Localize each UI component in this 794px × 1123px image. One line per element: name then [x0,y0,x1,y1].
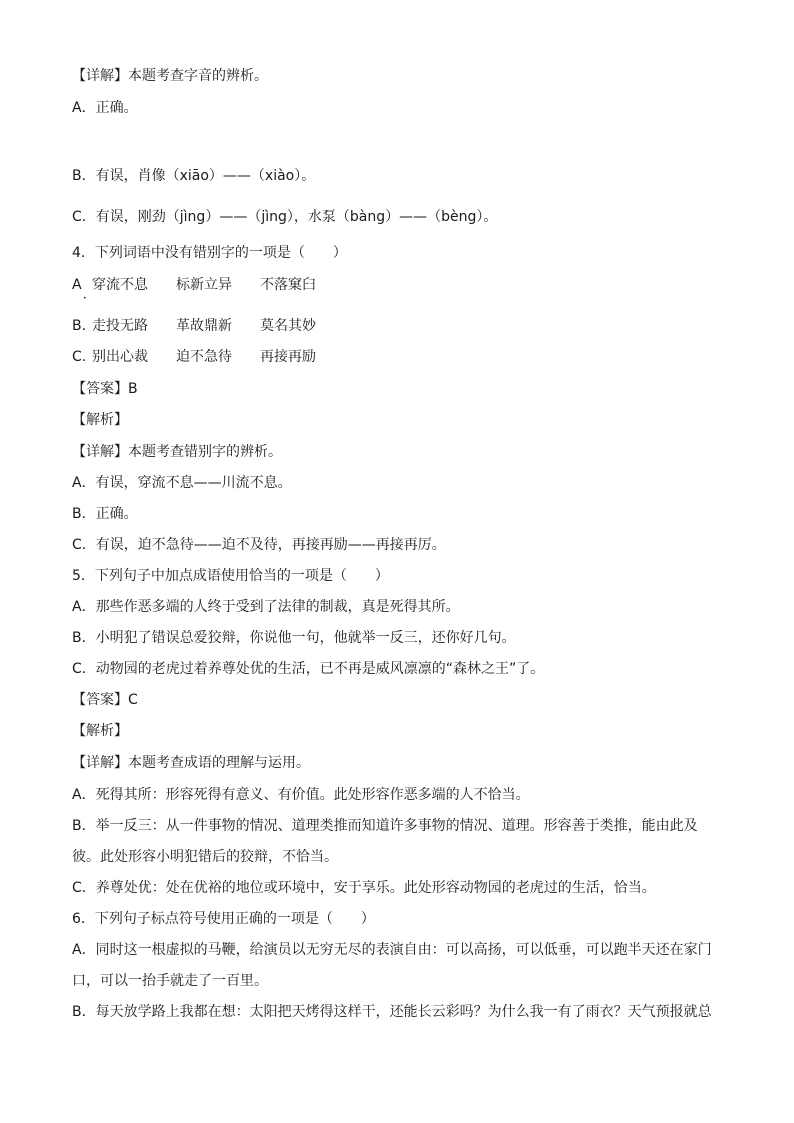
q5-option-a: A．那些作恶多端的人终于受到了法律的制裁，真是死得其所。 [72,599,460,615]
q6-option-a-line2: 口，可以一抬手就走了一百里。 [72,973,268,989]
q4-analysis-b: B．正确。 [72,506,138,522]
option-label: A [72,277,82,293]
option-label: C. [72,349,87,365]
q4-answer: 【答案】B [72,381,138,397]
q4-analysis-a: A．有误，穿流不息——川流不息。 [72,475,292,491]
q4-option-a [72,276,722,294]
q5-detail: 【详解】本题考查成语的理解与运用。 [72,755,310,771]
q6-option-b-line1: B．每天放学路上我都在想：太阳把天烤得这样干，还能长云彩吗？为什么我一有了雨衣？天气预报就总 [72,1004,712,1020]
q5-analysis-a: A．死得其所：形容死得有意义、有价值。此处形容作恶多端的人不恰当。 [72,787,530,803]
q5-analysis-b-line1: B．举一反三：从一件事物的情况、道理类推而知道许多事物的情况、道理。形容善于类推，能由此及 [72,818,698,834]
q3-analysis-b: B．有误，肖像（xiāo）——（xiào）。 [72,168,316,184]
q3-analysis-a: A．正确。 [72,100,138,116]
emphasis-dot-mark: • [83,295,87,302]
option-word: 再接再励 [260,349,316,365]
q5-option-b: B．小明犯了错误总爱狡辩，你说他一句，他就举一反三，还你好几句。 [72,630,516,646]
option-word: 走投无路 [92,318,148,334]
q5-answer: 【答案】C [72,692,138,708]
option-word: 不落窠臼 [260,277,316,293]
q5-analysis-c: C．养尊处优：处在优裕的地位或环境中，安于享乐。此处形容动物园的老虎过的生活，恰当。 [72,880,656,896]
question-6-stem: 6．下列句子标点符号使用正确的一项是（ ） [72,911,375,927]
q3-analysis-c: C．有误，刚劲（jìng）——（jìng），水泵（bàng）——（bèng）。 [72,209,498,225]
question-4-stem: 4．下列词语中没有错别字的一项是（ ） [72,245,347,261]
q5-analysis-heading: 【解析】 [72,723,128,739]
q4-detail: 【详解】本题考查错别字的辨析。 [72,444,282,460]
q4-analysis-c: C．有误，迫不急待——迫不及待，再接再励——再接再厉。 [72,537,446,553]
question-5-stem: 5．下列句子中加点成语使用恰当的一项是（ ） [72,568,389,584]
q4-option-b [72,317,722,335]
option-word: 莫名其妙 [260,318,316,334]
option-word: 迫不急待 [176,349,232,365]
option-word: 别出心裁 [92,349,148,365]
q6-option-a-line1: A．同时这一根虚拟的马鞭，给演员以无穷无尽的表演自由：可以高扬，可以低垂，可以跑半天还在家门 [72,942,712,958]
q5-option-c: C．动物园的老虎过着养尊处优的生活，已不再是威风凛凛的“森林之王”了。 [72,661,545,677]
option-label: B. [72,318,87,334]
option-word: 标新立异 [176,277,232,293]
option-word: 穿流不息 [92,277,148,293]
option-word: 革故鼎新 [176,318,232,334]
detail-q3: 【详解】本题考查字音的辨析。 [72,68,268,84]
q4-analysis-heading: 【解析】 [72,412,128,428]
q5-analysis-b-line2: 彼。此处形容小明犯错后的狡辩，不恰当。 [72,849,338,865]
q4-option-c [72,348,722,366]
